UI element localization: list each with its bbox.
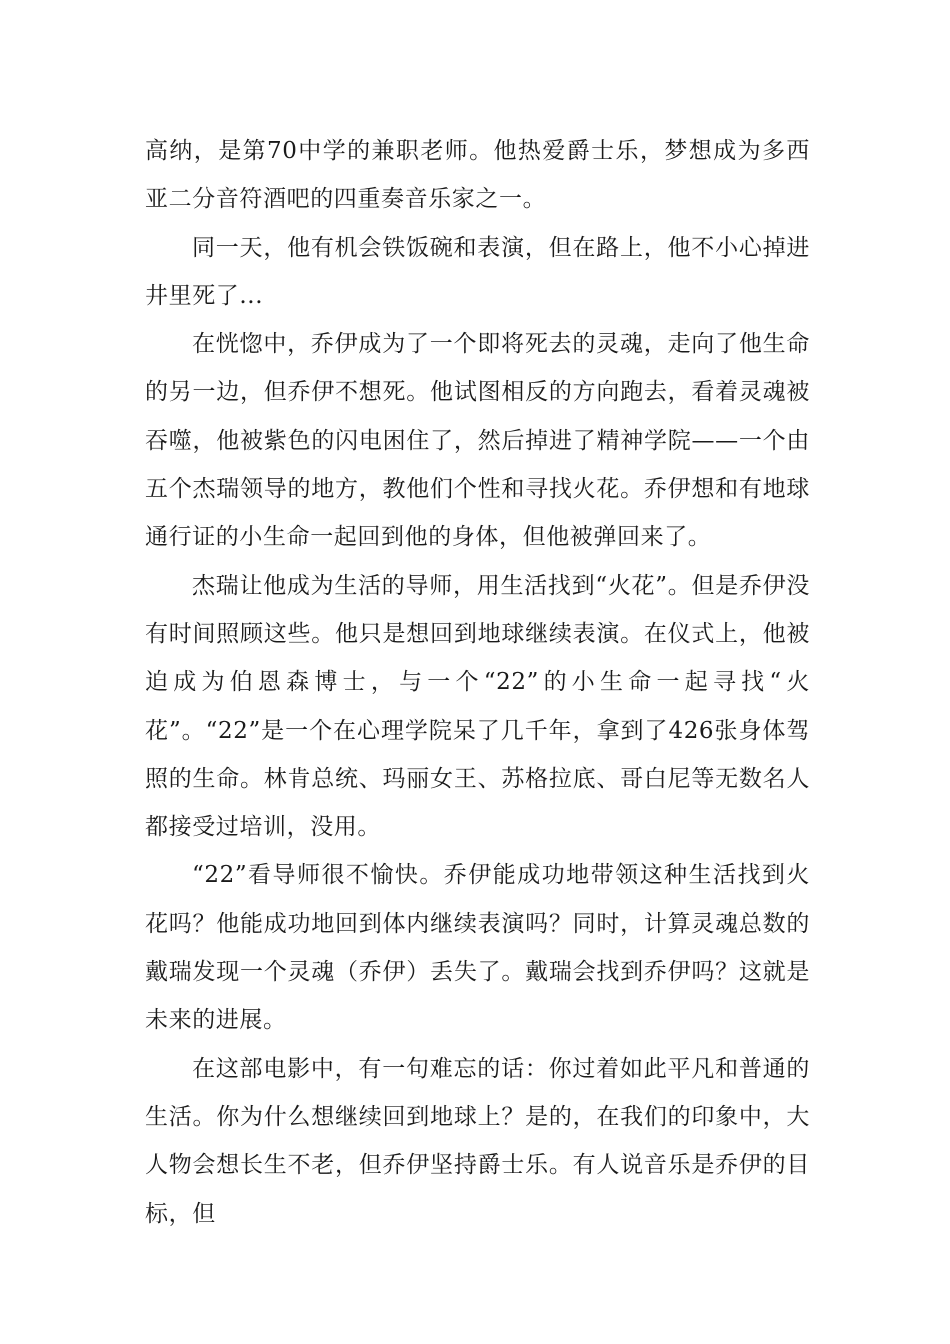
paragraph: 同一天，他有机会铁饭碗和表演，但在路上，他不小心掉进井里死了... (145, 234, 810, 309)
paragraph-continuation: 高纳，是第70中学的兼职老师。他热爱爵士乐，梦想成为多西亚二分音符酒吧的四重奏音乐家之一。 (145, 138, 810, 213)
paragraph: 在这部电影中，有一句难忘的话：你过着如此平凡和普通的生活。你为什么想继续回到地球上？是的，在我们的印象中，大人物会想长生不老，但乔伊坚持爵士乐。有人说音乐是乔伊的目标，但 (145, 1055, 810, 1227)
paragraph: 杰瑞让他成为生活的导师，用生活找到“火花”。但是乔伊没有时间照顾这些。他只是想回到地球继续表演。在仪式上，他被迫成为伯恩森博士，与一个“22”的小生命一起寻找“火花”。“22”是一个在心理学院呆了几千年，拿到了426张身体驾照的生命。林肯总统、玛丽女王、苏格拉底、哥白尼等无数名人都接受过培训，没用。 (145, 572, 810, 841)
paragraph: “22”看导师很不愉快。乔伊能成功地带领这种生活找到火花吗？他能成功地回到体内继续表演吗？同时，计算灵魂总数的戴瑞发现一个灵魂（乔伊）丢失了。戴瑞会找到乔伊吗？这就是未来的进展。 (145, 862, 810, 1034)
paragraph: 在恍惚中，乔伊成为了一个即将死去的灵魂，走向了他生命的另一边，但乔伊不想死。他试图相反的方向跑去，看着灵魂被吞噬，他被紫色的闪电困住了，然后掉进了精神学院——一个由五个杰瑞领导的地方，教他们个性和寻找火花。乔伊想和有地球通行证的小生命一起回到他的身体，但他被弹回来了。 (145, 331, 810, 551)
body-text (145, 127, 810, 1238)
